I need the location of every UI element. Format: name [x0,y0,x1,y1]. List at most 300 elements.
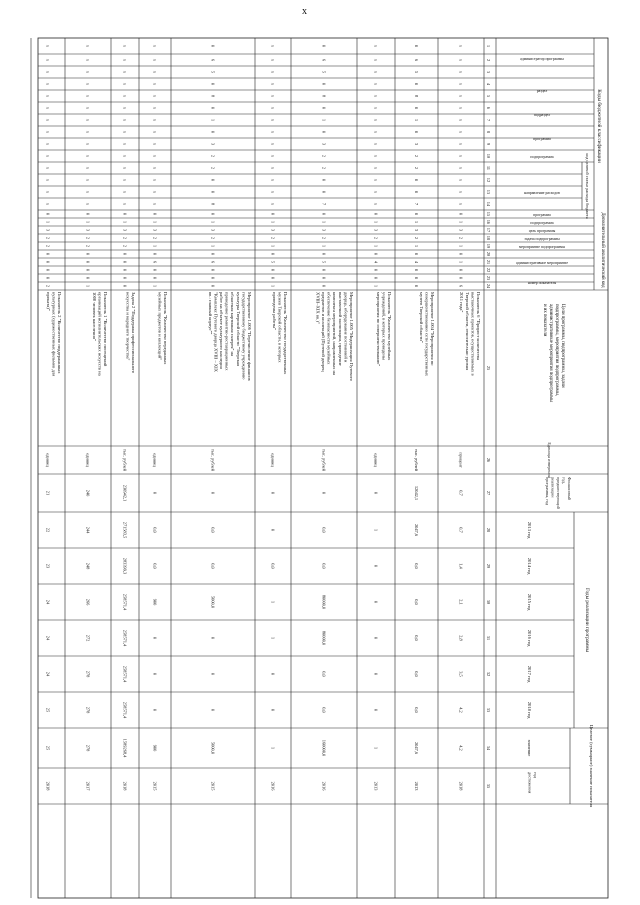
code-cell: x [45,70,51,74]
header-year-4: 2016 год [527,629,532,647]
header-subprogram-code: подпрограмма [530,155,554,159]
code-cell: 2 [85,236,91,240]
row-year-value: 24 [45,635,51,641]
row-unit: тыс. рублей [414,449,419,471]
code-cell: 1 [373,244,379,248]
row-name: Показатель 2 "Количество поддержанныхкультурных (художественных фильмов дляпроката)" [45,292,62,377]
code-cell: 5 [321,70,327,74]
row-target-year: 2018 [458,781,464,791]
header-fin-year: Финансовыйгод,предшествующийреализациипрограммы, год [545,477,572,509]
code-cell: x [122,94,128,98]
code-cell: x [85,190,91,194]
row-target-value: 25 [45,745,51,751]
row-year-value: 0,0 [414,671,419,677]
code-cell: x [458,58,464,62]
code-cell: 1 [414,244,419,248]
code-cell: x [373,190,379,194]
row-year-value: 2,8 [458,635,464,641]
row-base-value: 0,7 [458,490,464,496]
code-cell: 0 [373,212,379,216]
row-year-value: 23 [45,563,51,569]
code-cell: 0 [321,268,327,272]
column-number: 10 [486,153,491,159]
row-unit: единиц [45,453,51,467]
code-cell: x [122,44,128,48]
row-name: Показатель 6 "Прирост количествавыставочных проектов, осуществляемых вТверской области, относительно уровня2011 года" [459,292,481,376]
header-program-code: программа [533,137,551,141]
header-target-value-sub: значение [527,739,532,757]
code-cell: 0 [270,212,276,216]
code-cell: 0 [210,284,216,288]
code-cell: 0 [85,276,91,280]
code-cell: 1 [152,244,158,248]
column-number: 4 [486,82,491,86]
code-cell: x [152,190,158,194]
column-number: 17 [486,227,491,233]
code-cell: 1 [45,220,51,224]
code-cell: x [373,202,379,206]
code-cell: 2 [414,166,419,170]
code-cell: 3 [45,228,51,232]
code-cell: x [373,142,379,146]
code-cell: 0 [122,284,128,288]
code-cell: 0 [45,276,51,280]
code-cell: x [373,178,379,182]
row-name: Мероприятие 1.005 "Модернизация Путевогодворца, оборудование постоянной ивыставочной экспозиции, проведениекомплекса мероприятий, направленных наобеспечение безопасности музейныхпредметов и коллекций (Путевой дворецXVIII–XIX вв.)" [315,292,354,381]
code-cell: x [45,44,51,48]
row-year-value: 0,0 [414,635,419,641]
code-cell: 2 [45,244,51,248]
row-year-value: 0,0 [414,599,419,605]
row-name: Мероприятие 1.004 "Мероприятия посовершенствованию сети государственныхмузеев Тверской области" [418,292,435,377]
code-cell: x [45,82,51,86]
code-cell: 3 [321,228,327,232]
header-year-5: 2017 год [527,665,532,683]
code-cell: 0 [321,106,327,110]
row-name: Показатель "Количество государственныхмузеев Тверской области, в которыхпроведены работы" [271,292,288,375]
code-cell: x [45,166,51,170]
row-target-value: 278 [85,744,91,752]
row-target-year: 2015 [152,781,158,791]
code-cell: x [152,178,158,182]
code-cell: 0 [321,178,327,182]
code-cell: 6 [458,284,464,288]
header-direction: направление расходов [524,191,560,195]
code-cell: 0 [270,268,276,272]
row-base-value: 230942,1 [122,484,128,502]
row-year-value: 0,0 [321,563,327,569]
row-name: Показатель 1 "Количество посещенийорганизаций исполнительских искусств на1000 человек населения" [91,292,108,376]
code-cell: 0 [321,82,327,86]
column-number: 27 [486,490,491,496]
header-name-column: Цели программы, подпрограммы, задачиподпрограммы, мероприятия подпрограммы,административные мероприятия подпрограммыи их показатели [542,304,565,403]
row-year-value: 1,4 [458,563,464,569]
code-cell: x [270,166,276,170]
code-cell: 0 [152,276,158,280]
code-cell: x [152,154,158,158]
code-cell: 0 [210,252,216,256]
column-number: 13 [486,189,491,195]
code-cell: x [152,118,158,122]
code-cell: 1 [210,220,216,224]
row-year-value: 0,0 [414,563,419,569]
row-year-value: 258571,4 [122,665,128,683]
code-cell: 0 [122,260,128,264]
code-cell: 0 [373,268,379,272]
column-number: 8 [486,130,491,134]
code-cell: x [458,118,464,122]
row-year-value: 0 [373,672,379,676]
code-cell: 3 [270,228,276,232]
row-year-value: 266 [85,598,91,606]
row-year-value: 2,1 [458,599,464,605]
code-cell: x [373,106,379,110]
code-cell: 6 [210,58,216,62]
code-cell: x [270,94,276,98]
code-cell: 2 [210,166,216,170]
code-cell: x [152,130,158,134]
code-cell: 0 [458,268,464,272]
header-years: Годы реализации программы [584,587,590,653]
code-cell: 3 [373,228,379,232]
code-cell: x [373,44,379,48]
code-cell: 0 [152,212,158,216]
code-cell: 0 [321,190,327,194]
code-cell: x [270,190,276,194]
row-year-value: 24 [45,599,51,605]
code-cell: x [270,118,276,122]
code-cell: 0 [85,252,91,256]
code-cell: x [152,106,158,110]
column-number: 15 [486,211,491,217]
code-cell: 2 [321,166,327,170]
column-number: 23 [486,275,491,281]
code-cell: x [270,70,276,74]
code-cell: 1 [270,284,276,288]
code-cell: x [85,178,91,182]
row-target-value: 4,2 [458,745,464,751]
code-cell: 0 [45,268,51,272]
row-year-value: 0,0 [321,671,327,677]
code-cell: x [458,142,464,146]
code-cell: 0 [210,130,216,134]
column-number: 2 [486,58,491,62]
code-cell: x [458,70,464,74]
row-year-value: 1 [270,636,276,640]
code-cell: 0 [122,268,128,272]
code-cell: 0 [85,268,91,272]
code-cell: 0 [414,284,419,288]
code-cell: x [85,58,91,62]
row-name: Показатель "Количество музейныхучреждений, в которых проведенымероприятия по совершенствованию" [375,292,392,367]
row-year-value: 25 [45,707,51,713]
header-admin-code: Дополнительный аналитический код [600,212,605,288]
code-cell: x [152,142,158,146]
code-cell: x [458,44,464,48]
code-cell: 0 [152,252,158,256]
code-cell: 2 [414,236,419,240]
row-year-value: 4,2 [458,707,464,713]
code-cell: 2 [45,284,51,288]
code-cell: 1 [270,220,276,224]
code-cell: 4 [373,260,379,264]
code-cell: x [270,106,276,110]
code-cell: 1 [270,244,276,248]
row-year-value: 0 [373,708,379,712]
code-cell: 0 [458,212,464,216]
code-cell: 1 [152,220,158,224]
code-cell: 0 [270,276,276,280]
code-cell: x [458,190,464,194]
code-cell: 0 [122,276,128,280]
code-cell: x [122,154,128,158]
code-cell: x [152,82,158,86]
code-cell: 0 [414,130,419,134]
row-year-value: 3,5 [458,671,464,677]
code-cell: x [122,130,128,134]
row-year-value: 0 [373,564,379,568]
code-cell: 6 [210,260,216,264]
code-cell: x [45,130,51,134]
code-cell: 2 [122,244,128,248]
code-cell: x [270,44,276,48]
code-cell: 0 [210,178,216,182]
code-cell: x [458,94,464,98]
row-name: Показатель "Количество переданныхмузейных предметов и коллекций" [157,292,168,365]
code-cell: 0 [414,212,419,216]
row-year-value: 0 [210,672,216,676]
row-year-value: 0 [373,636,379,640]
code-cell: x [152,44,158,48]
header-a-subprogram: подпрограмма [530,221,554,225]
code-cell: x [152,166,158,170]
code-cell: x [270,130,276,134]
code-cell: x [122,142,128,146]
header-achieve-year: годдостижения [527,772,538,794]
header-a-task: задача подпрограммы [524,237,560,241]
row-year-value: 80000,0 [321,630,327,646]
code-cell: 3 [85,228,91,232]
code-cell: 2 [122,236,128,240]
code-cell: x [45,58,51,62]
row-unit: тыс. рублей [321,449,327,471]
row-base-value: 0 [321,491,327,495]
code-cell: 0 [210,190,216,194]
code-cell: 0 [321,276,327,280]
code-cell: x [45,118,51,122]
header-year-1: 2013 год [527,521,532,539]
code-cell: 0 [45,260,51,264]
code-cell: x [45,178,51,182]
row-year-value: 0 [373,600,379,604]
row-target-value: 1589268,4 [122,738,128,758]
column-number: 6 [486,106,491,110]
header-target-article: код целевой статьи расхода бюджета [585,153,590,219]
code-cell: 0 [321,284,327,288]
row-year-value: 1 [270,600,276,604]
row-target-year: 2013 [373,781,379,791]
row-unit: тыс. рублей [122,449,128,471]
row-year-value: 24 [45,671,51,677]
code-cell: 0 [373,276,379,280]
code-cell: 0 [270,252,276,256]
code-cell: 3 [210,228,216,232]
header-budget-codes: Коды бюджетной классификации [596,89,602,163]
code-cell: 1 [321,220,327,224]
code-cell: x [373,82,379,86]
code-cell: 0 [210,212,216,216]
code-cell: 0 [373,252,379,256]
code-cell: x [45,142,51,146]
header-section: раздел [536,89,548,93]
code-cell: 1 [85,284,91,288]
row-target-value: 1 [270,746,276,750]
code-cell: 3 [152,228,158,232]
row-target-value: 2047,6 [414,741,419,755]
row-target-year: 2015 [210,781,216,791]
code-cell: 8 [210,202,216,206]
code-cell: 0 [414,276,419,280]
code-cell: 1 [210,118,216,122]
code-cell: x [122,106,128,110]
column-number: 12 [486,177,491,183]
code-cell: x [152,58,158,62]
row-name: Задача 2 "Поддержка профессиональногоискусства и народного творчества" [125,292,136,374]
column-number: 24 [486,283,491,289]
column-number: 21 [486,259,491,265]
code-cell: x [85,118,91,122]
code-cell: 0 [85,212,91,216]
code-cell: x [458,106,464,110]
row-base-value: 0 [210,491,216,495]
header-unit: Единица измерения [547,442,552,478]
code-cell: x [458,82,464,86]
code-cell: x [122,190,128,194]
row-base-value: 0 [270,491,276,495]
code-cell: 0 [152,268,158,272]
row-year-value: 271583,5 [122,521,128,539]
column-number: 20 [486,251,491,257]
code-cell: x [85,44,91,48]
column-number: 5 [486,94,491,98]
code-cell: x [45,154,51,158]
code-cell: x [458,178,464,182]
header-a-measure: мероприятие подпрограммы [519,245,565,249]
column-number: 25 [486,365,491,371]
code-cell: 2 [85,244,91,248]
code-cell: x [152,94,158,98]
code-cell: 1 [458,244,464,248]
code-cell: 2 [414,154,419,158]
code-cell: 0 [321,252,327,256]
code-cell: 0 [321,44,327,48]
code-cell: 0 [414,252,419,256]
row-unit: единиц [85,453,91,467]
column-number: 9 [486,142,491,146]
column-number: 19 [486,243,491,249]
code-cell: x [85,94,91,98]
code-cell: x [373,118,379,122]
code-cell: x [373,154,379,158]
code-cell: 7 [321,202,327,206]
row-year-value: 0,7 [458,527,464,533]
code-cell: x [85,202,91,206]
code-cell: x [270,154,276,158]
header-admin-program: администратор программы [520,57,564,61]
header-year-3: 2015 год [527,593,532,611]
row-year-value: 0,0 [210,563,216,569]
row-year-value: 258571,4 [122,629,128,647]
code-cell: 2 [210,236,216,240]
code-cell: x [85,130,91,134]
code-cell: x [122,118,128,122]
header-subsection: подраздел [533,113,551,117]
row-base-value: 0 [152,491,158,495]
column-number: 33 [486,707,491,713]
code-cell: x [122,58,128,62]
row-base-value: 12042,1 [414,485,419,501]
row-year-value: 0 [270,672,276,676]
code-cell: x [373,70,379,74]
row-name: Мероприятие 1.006 "Перечисление финансовгосударственному бюджетному учреждениюкультуры Тверской области "Тверскаяобластная картинная галерея" напроведение ремонтно-реставрационныхработ на объекте культурного наследия"Комплекс Путевого дворца XVIII – XIXвв.: главный корпус"" [207,292,252,381]
code-cell: 5 [270,260,276,264]
code-cell: x [45,94,51,98]
code-cell: x [270,202,276,206]
row-year-value: 2047,6 [414,523,419,537]
column-number: 18 [486,235,491,241]
row-target-value: 5000,0 [210,741,216,755]
code-cell: x [270,142,276,146]
code-cell: 0 [210,106,216,110]
column-number: 29 [486,563,491,569]
row-unit: единиц [373,453,379,467]
code-cell: x [458,202,464,206]
header-year-2: 2014 год [527,557,532,575]
code-cell: 0 [321,212,327,216]
row-year-value: 258571,4 [122,701,128,719]
code-cell: 0 [85,260,91,264]
code-cell: 0 [414,44,419,48]
code-cell: 0 [414,106,419,110]
code-cell: 0 [45,212,51,216]
column-number: 16 [486,219,491,225]
row-year-value: 5000,0 [210,595,216,609]
code-cell: 1 [321,244,327,248]
code-cell: 1 [458,220,464,224]
row-year-value: 22 [45,527,51,533]
code-cell: x [122,178,128,182]
row-target-value: 900 [152,744,158,752]
code-cell: x [45,190,51,194]
code-cell: 7 [414,202,419,206]
row-year-value: 0 [152,672,158,676]
code-cell: 6 [414,58,419,62]
row-target-year: 2018 [45,781,51,791]
row-year-value: 258571,4 [122,593,128,611]
row-target-year: 2016 [270,781,276,791]
row-target-year: 2017 [85,781,91,791]
code-cell: 0 [210,276,216,280]
program-table [31,38,608,898]
code-cell: 0 [414,82,419,86]
code-cell: x [45,202,51,206]
row-year-value: 0,0 [414,707,419,713]
code-cell: 1 [321,118,327,122]
row-unit: единиц [270,453,276,467]
code-cell: x [85,106,91,110]
code-cell: x [122,82,128,86]
code-cell: 0 [210,82,216,86]
